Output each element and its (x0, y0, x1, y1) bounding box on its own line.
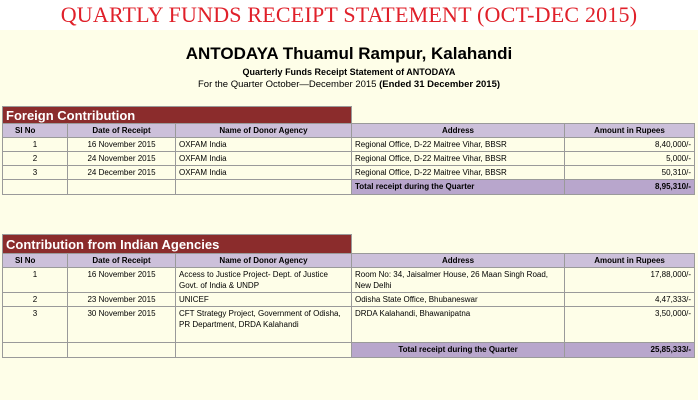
col-header-slno: Sl No (3, 124, 68, 138)
col-header-slno: Sl No (3, 254, 68, 268)
total-label: Total receipt during the Quarter (352, 180, 565, 195)
indian-contribution-table (2, 234, 695, 358)
cell-amount: 5,000/- (565, 152, 695, 166)
total-row (3, 180, 695, 195)
cell-donor: OXFAM India (176, 152, 352, 166)
col-header-amount: Amount in Rupees (565, 124, 695, 138)
cell-date: 24 December 2015 (68, 166, 176, 180)
cell-address: Regional Office, D-22 Maitree Vihar, BBSR (352, 166, 565, 180)
table-row (3, 293, 695, 307)
cell-donor: Access to Justice Project- Dept. of Justice Govt. of India & UNDP (176, 268, 352, 293)
cell-amount: 4,47,333/- (565, 293, 695, 307)
period-ended: (Ended 31 December 2015) (379, 79, 501, 90)
foreign-contribution-table (2, 106, 695, 195)
cell-slno: 1 (3, 268, 68, 293)
cell-amount: 50,310/- (565, 166, 695, 180)
statement-period (0, 79, 698, 90)
indian-section-title: Contribution from Indian Agencies (3, 235, 352, 254)
cell-address: Room No: 34, Jaisalmer House, 26 Maan Singh Road, New Delhi (352, 268, 565, 293)
col-header-amount: Amount in Rupees (565, 254, 695, 268)
cell-date: 16 November 2015 (68, 138, 176, 152)
cell-address: Odisha State Office, Bhubaneswar (352, 293, 565, 307)
col-header-address: Address (352, 254, 565, 268)
table-row (3, 166, 695, 180)
table-row (3, 152, 695, 166)
cell-date: 24 November 2015 (68, 152, 176, 166)
foreign-section-title: Foreign Contribution (3, 107, 352, 124)
banner (0, 0, 698, 30)
statement-title: Quarterly Funds Receipt Statement of ANTODAYA (242, 67, 456, 77)
organization-name: ANTODAYA Thuamul Rampur, Kalahandi (185, 44, 513, 63)
total-value: 8,95,310/- (565, 180, 695, 195)
table-row (3, 138, 695, 152)
cell-address: Regional Office, D-22 Maitree Vihar, BBSR (352, 138, 565, 152)
col-header-date: Date of Receipt (68, 124, 176, 138)
cell-donor: OXFAM India (176, 166, 352, 180)
col-header-date: Date of Receipt (68, 254, 176, 268)
cell-slno: 3 (3, 166, 68, 180)
total-value: 25,85,333/- (565, 343, 695, 358)
cell-slno: 3 (3, 307, 68, 343)
cell-date: 23 November 2015 (68, 293, 176, 307)
table-row (3, 307, 695, 343)
banner-title: QUARTLY FUNDS RECEIPT STATEMENT (OCT-DEC 2015) (60, 2, 638, 27)
col-header-donor: Name of Donor Agency (176, 254, 352, 268)
cell-donor: OXFAM India (176, 138, 352, 152)
col-header-address: Address (352, 124, 565, 138)
cell-slno: 1 (3, 138, 68, 152)
table-row (3, 268, 695, 293)
period-prefix: For the Quarter October—December 2015 (197, 79, 380, 90)
col-header-donor: Name of Donor Agency (176, 124, 352, 138)
cell-slno: 2 (3, 152, 68, 166)
cell-donor: CFT Strategy Project, Government of Odisha, PR Department, DRDA Kalahandi (176, 307, 352, 343)
cell-address: Regional Office, D-22 Maitree Vihar, BBSR (352, 152, 565, 166)
cell-amount: 8,40,000/- (565, 138, 695, 152)
cell-address: DRDA Kalahandi, Bhawanipatna (352, 307, 565, 343)
cell-date: 30 November 2015 (68, 307, 176, 343)
cell-amount: 3,50,000/- (565, 307, 695, 343)
cell-amount: 17,88,000/- (565, 268, 695, 293)
cell-slno: 2 (3, 293, 68, 307)
cell-date: 16 November 2015 (68, 268, 176, 293)
total-label: Total receipt during the Quarter (352, 343, 565, 358)
total-row (3, 343, 695, 358)
cell-donor: UNICEF (176, 293, 352, 307)
